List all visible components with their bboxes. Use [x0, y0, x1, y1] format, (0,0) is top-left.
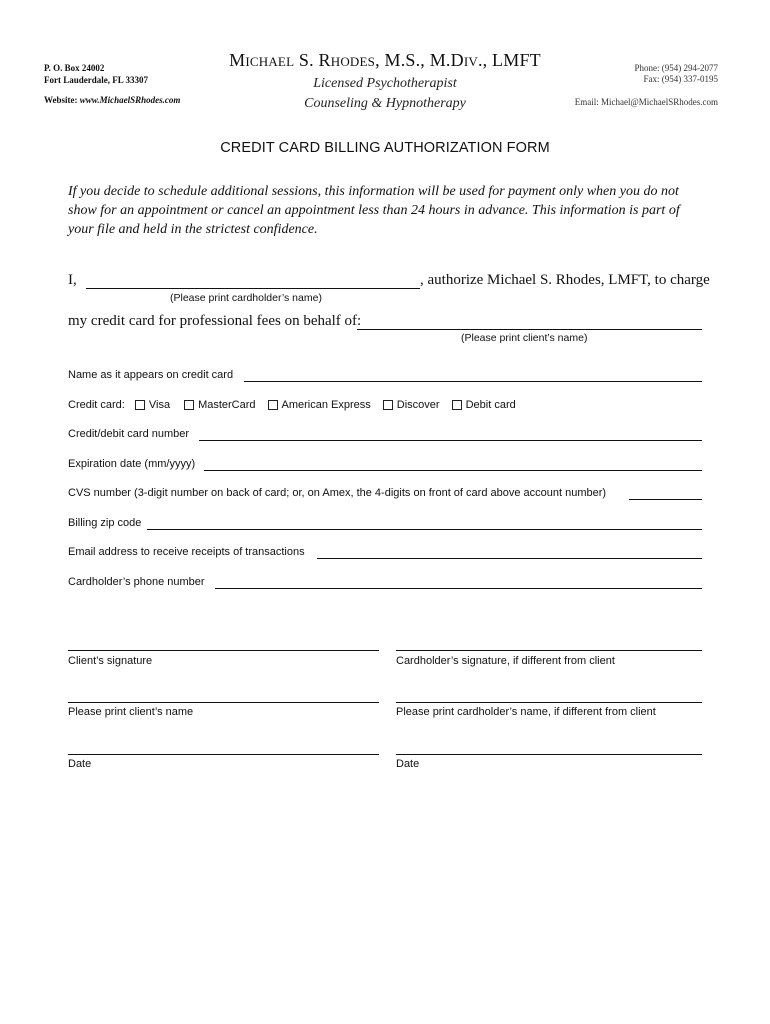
website-label: Website:	[44, 95, 78, 105]
subtitle-services: Counseling & Hypnotherapy	[304, 96, 466, 111]
form-title: CREDIT CARD BILLING AUTHORIZATION FORM	[220, 140, 550, 156]
email-receipt-label: Email address to receive receipts of transactions	[68, 546, 305, 558]
cardholder-print-line[interactable]	[396, 702, 702, 703]
cvs-field[interactable]	[629, 499, 702, 500]
checkbox-icon[interactable]	[184, 400, 194, 410]
name-on-card-field[interactable]	[244, 381, 702, 382]
phone-label: Cardholder’s phone number	[68, 576, 205, 588]
cardholder-signature-label: Cardholder’s signature, if different from client	[396, 655, 615, 667]
date-left-label: Date	[68, 758, 92, 770]
amex-option[interactable]: American Express	[268, 399, 371, 411]
date-right-line[interactable]	[396, 754, 702, 755]
header-address	[44, 62, 180, 106]
credit-card-label: Credit card:	[68, 399, 125, 411]
fax: Fax: (954) 337-0195	[643, 74, 718, 84]
discover-option[interactable]: Discover	[383, 399, 440, 411]
cardholder-signature-line[interactable]	[396, 650, 702, 651]
cardholder-name-field[interactable]	[86, 288, 420, 289]
card-number-label: Credit/debit card number	[68, 428, 190, 440]
subtitle-license: Licensed Psychotherapist	[313, 76, 457, 91]
email[interactable]: Email: Michael@MichaelSRhodes.com	[574, 97, 718, 107]
client-name-field[interactable]	[357, 329, 702, 330]
checkbox-icon[interactable]	[268, 400, 278, 410]
practitioner-name: MICHAEL S. RHODES, M.S., M.DIV., LMFT	[229, 50, 541, 70]
checkbox-icon[interactable]	[452, 400, 462, 410]
city: Fort Lauderdale, FL 33307	[44, 75, 148, 85]
debit-option[interactable]: Debit card	[452, 399, 516, 411]
email-receipt-field[interactable]	[317, 558, 702, 559]
auth-prefix: I,	[68, 272, 77, 288]
header-contact	[575, 63, 718, 108]
client-name-caption: (Please print client’s name)	[461, 332, 588, 344]
name-on-card-label: Name as it appears on credit card	[68, 369, 234, 381]
card-type-row	[68, 399, 516, 411]
client-print-label: Please print client’s name	[68, 706, 194, 718]
expiration-label: Expiration date (mm/yyyy)	[68, 458, 196, 470]
checkbox-icon[interactable]	[135, 400, 145, 410]
cardholder-print-label: Please print cardholder’s name, if different from client	[396, 706, 656, 718]
card-number-field[interactable]	[199, 440, 702, 441]
zip-label: Billing zip code	[68, 517, 142, 529]
date-right-label: Date	[396, 758, 420, 770]
website-line	[44, 94, 180, 106]
cardholder-name-caption: (Please print cardholder’s name)	[170, 292, 322, 304]
zip-field[interactable]	[147, 529, 702, 530]
cvs-label: CVS number (3-digit number on back of card; or, on Amex, the 4-digits on front of card above account number)	[68, 487, 607, 499]
phone-field[interactable]	[215, 588, 702, 589]
mastercard-option[interactable]: MasterCard	[184, 399, 255, 411]
client-signature-label: Client’s signature	[68, 655, 153, 667]
client-signature-line[interactable]	[68, 650, 379, 651]
auth-line-2: my credit card for professional fees on behalf of:	[68, 313, 362, 329]
expiration-field[interactable]	[204, 470, 702, 471]
auth-suffix: , authorize Michael S. Rhodes, LMFT, to charge	[420, 272, 710, 288]
phone: Phone: (954) 294-2077	[634, 63, 718, 73]
client-print-line[interactable]	[68, 702, 379, 703]
date-left-line[interactable]	[68, 754, 379, 755]
website-link[interactable]: www.MichaelSRhodes.com	[79, 95, 181, 105]
letterhead	[205, 50, 565, 114]
checkbox-icon[interactable]	[383, 400, 393, 410]
visa-option[interactable]: Visa	[135, 399, 170, 411]
po-box: P. O. Box 24002	[44, 63, 105, 73]
intro-paragraph: If you decide to schedule additional sessions, this information will be used for payment only when you do not show for an appointment or cancel an appointment less than 24 hours in advance. This information is part of your file and held in the strictest confidence.	[68, 184, 680, 237]
